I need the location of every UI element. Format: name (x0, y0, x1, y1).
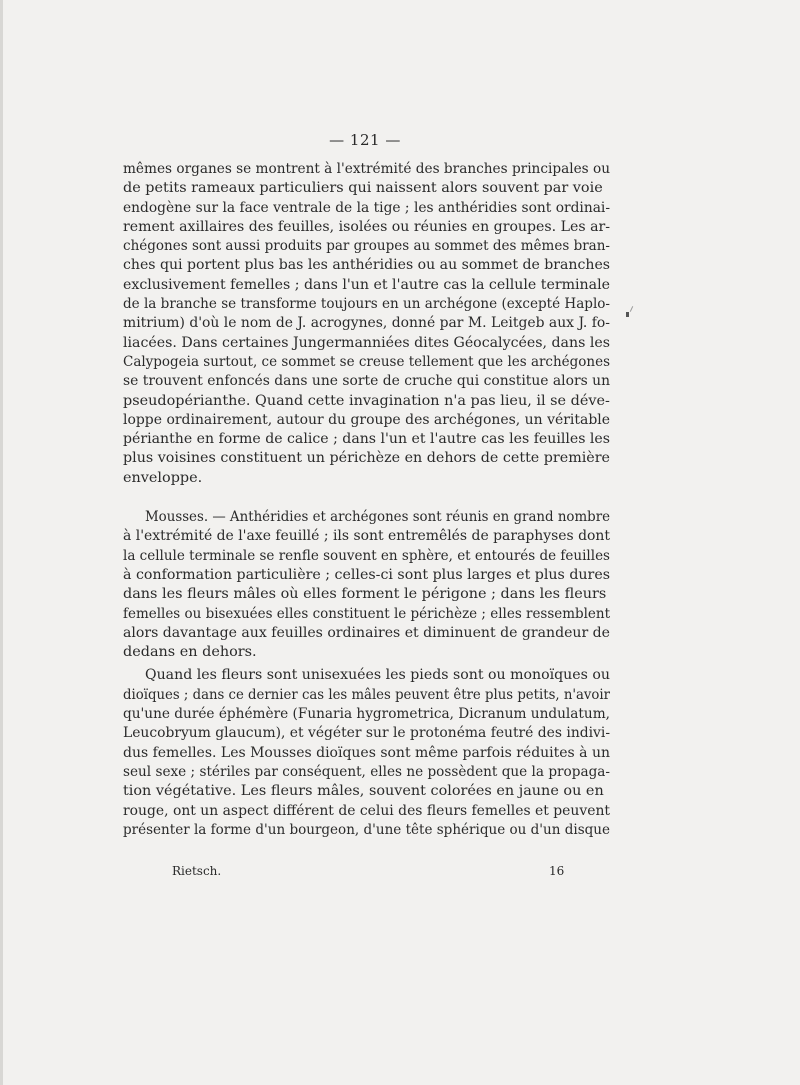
paragraph-unisexual-flowers (123, 666, 610, 840)
paragraph-gap (123, 488, 610, 508)
text-line: chégones sont aussi produits par groupes au sommet des mêmes bran- (123, 238, 610, 255)
text-line: de petits rameaux particuliers qui naissent alors souvent par voie (123, 180, 603, 197)
text-line: Mousses. — Anthéridies et archégones sont réunis en grand nombre (145, 509, 610, 526)
page-left-edge (0, 0, 3, 1085)
text-line: mêmes organes se montrent à l'extrémité des branches principales ou (123, 161, 610, 177)
text-line: de la branche se transforme toujours en un archégone (excepté Haplo- (123, 296, 610, 313)
text-line: endogène sur la face ventrale de la tige ; les anthéridies sont ordinai- (123, 199, 610, 216)
footer-author: Rietsch. (172, 864, 222, 878)
text-line: seul sexe ; stériles par conséquent, elles ne possèdent que la propaga- (123, 763, 610, 780)
footer-signature-number: 16 (549, 864, 565, 878)
text-line: à l'extrémité de l'axe feuillé ; ils sont entremêlés de paraphyses dont (123, 528, 610, 545)
text-line: présenter la forme d'un bourgeon, d'une tête sphérique ou d'un disque (123, 821, 610, 838)
text-line: se trouvent enfoncés dans une sorte de cruche qui constitue alors un (123, 373, 610, 390)
text-line: rement axillaires des feuilles, isolées ou réunies en groupes. Les ar- (123, 218, 610, 235)
text-line: dus femelles. Les Mousses dioïques sont même parfois réduites à un (123, 744, 610, 761)
text-line: plus voisines constituent un périchèze en dehors de cette première (123, 450, 610, 467)
text-line: loppe ordinairement, autour du groupe des archégones, un véritable (123, 411, 610, 428)
text-line: liacées. Dans certaines Jungermanniées dites Géocalycées, dans les (123, 334, 610, 351)
text-line: rouge, ont un aspect différent de celui des fleurs femelles et peuvent (123, 802, 610, 819)
text-line: dans les fleurs mâles où elles forment le périgone ; dans les fleurs (123, 586, 607, 603)
text-line: tion végétative. Les fleurs mâles, souvent colorées en jaune ou en (123, 783, 604, 800)
text-line: qu'une durée éphémère (Funaria hygrometrica, Dicranum undulatum, (123, 706, 610, 723)
text-line: périanthe en forme de calice ; dans l'un et l'autre cas les feuilles les (123, 431, 610, 448)
margin-ink-tick (630, 306, 633, 312)
page-number: — 121 — (329, 131, 401, 149)
text-line: femelles ou bisexuées elles constituent le périchèze ; elles ressemblent (123, 605, 610, 622)
text-line: enveloppe. (123, 469, 203, 486)
text-line: dioïques ; dans ce dernier cas les mâles peuvent être plus petits, n'avoir (123, 686, 610, 703)
text-line: Calypogeia surtout, ce sommet se creuse tellement que les archégones (123, 353, 610, 370)
paragraph-mosses (123, 508, 610, 662)
margin-ink-mark (626, 312, 629, 317)
text-line: alors davantage aux feuilles ordinaires et diminuent de grandeur de (123, 624, 610, 641)
text-line: exclusivement femelles ; dans l'un et l'autre cas la cellule terminale (123, 276, 610, 293)
text-line: ches qui portent plus bas les anthéridies ou au sommet de branches (123, 257, 610, 274)
text-line: Leucobryum glaucum), et végéter sur le protonéma feutré des indivi- (123, 725, 610, 742)
text-line: Quand les fleurs sont unisexuées les pieds sont ou monoïques ou (145, 667, 610, 684)
text-line: la cellule terminale se renfle souvent en sphère, et entourés de feuilles (123, 547, 610, 564)
text-line: dedans en dehors. (123, 644, 257, 661)
paragraph-liverworts (123, 160, 610, 488)
text-line: à conformation particulière ; celles-ci sont plus larges et plus dures (123, 566, 610, 583)
text-line: pseudopérianthe. Quand cette invagination n'a pas lieu, il se déve- (123, 392, 610, 409)
text-line: mitrium) d'où le nom de J. acrogynes, donné par M. Leitgeb aux J. fo- (123, 315, 610, 332)
body-text (123, 160, 610, 840)
